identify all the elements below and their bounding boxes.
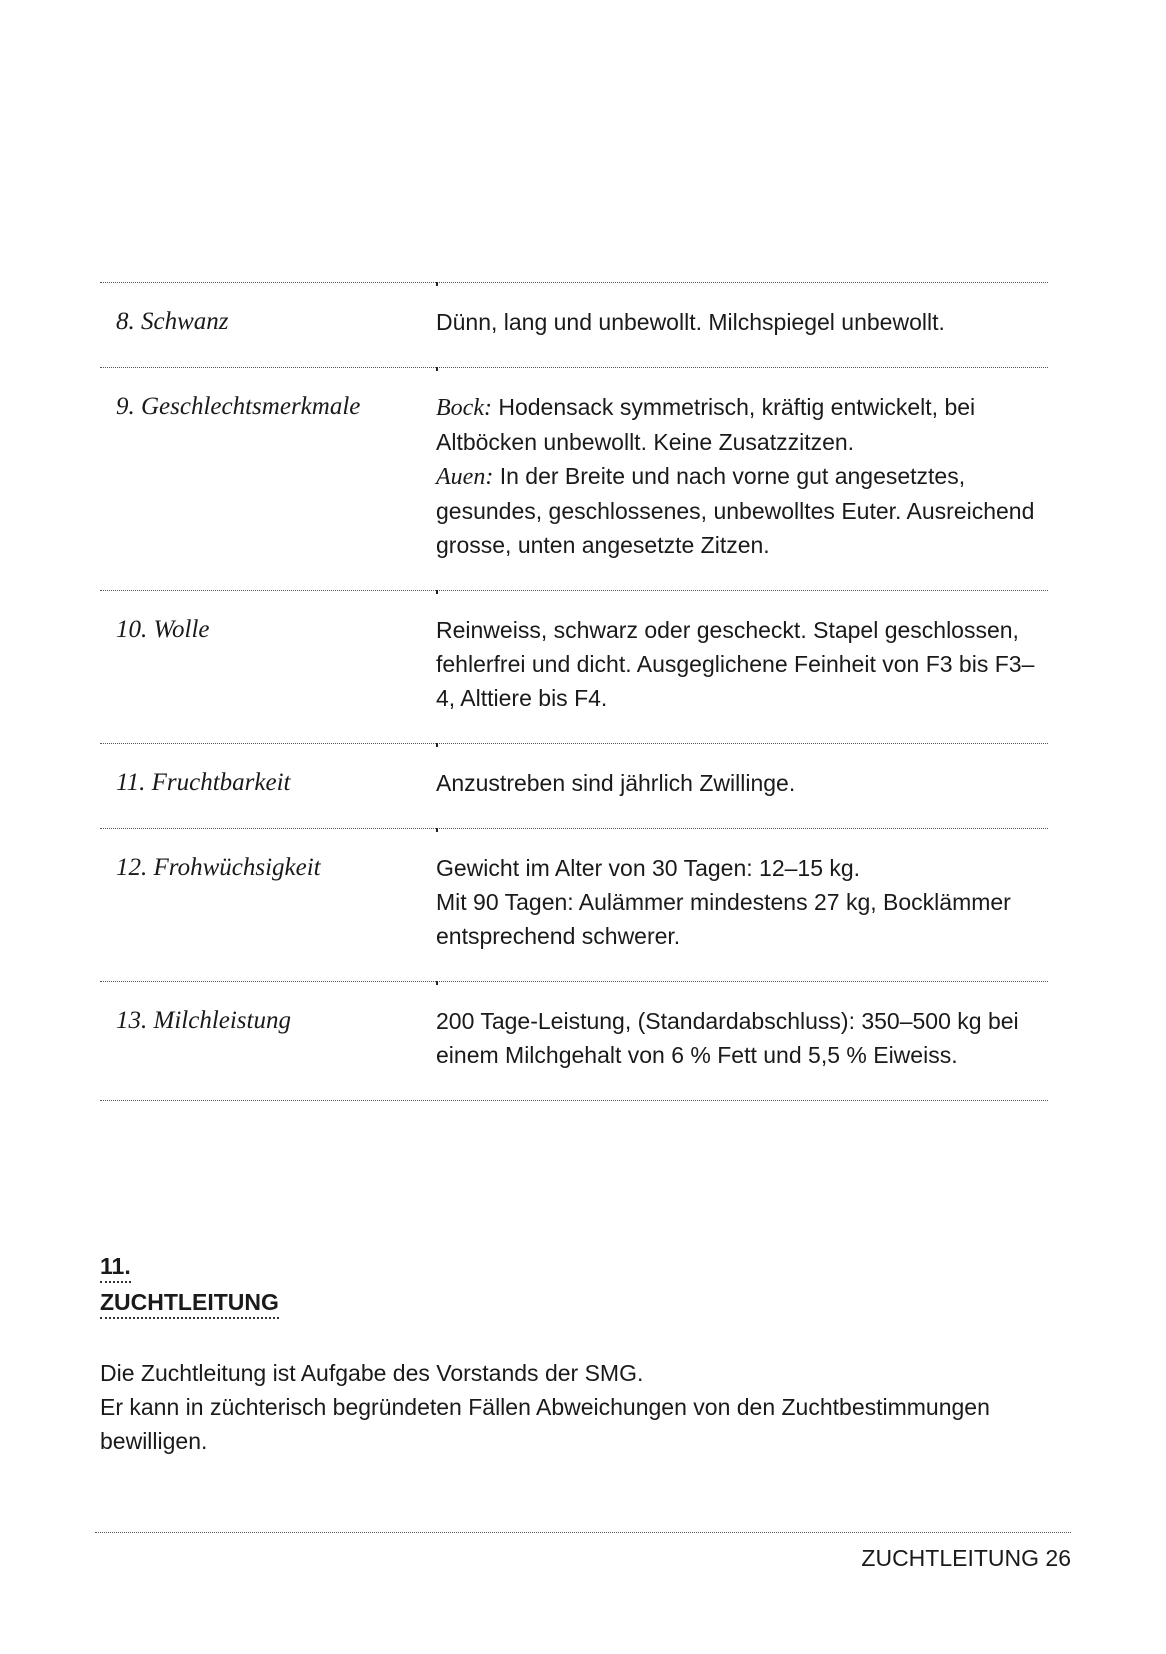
auen-paragraph	[436, 459, 1048, 562]
criteria-label: 9. Geschlechtsmerkmale	[116, 393, 361, 420]
bock-paragraph	[436, 390, 1048, 459]
criteria-description	[436, 851, 1048, 953]
column-divider-tick	[436, 981, 438, 985]
weight-30-days: Gewicht im Alter von 30 Tagen: 12–15 kg.	[436, 855, 861, 881]
bock-label: Bock:	[436, 395, 492, 421]
criteria-row-geschlechtsmerkmale	[100, 367, 1048, 590]
column-divider-tick	[436, 590, 438, 594]
criteria-description: Anzustreben sind jährlich Zwillinge.	[436, 770, 796, 796]
criteria-row-milchleistung	[100, 981, 1048, 1101]
bock-text: Hodensack symmetrisch, kräftig entwickelt, bei Altböcken unbewollt. Keine Zusatzzitzen.	[436, 394, 976, 455]
criteria-description	[436, 390, 1048, 562]
criteria-row-fruchtbarkeit	[100, 743, 1048, 828]
weight-90-days: Mit 90 Tagen: Aulämmer mindestens 27 kg, Bocklämmer entsprechend schwerer.	[436, 889, 1011, 949]
body-paragraph: Die Zuchtleitung ist Aufgabe des Vorstands der SMG.	[100, 1360, 644, 1386]
section-number: 11.	[100, 1252, 131, 1283]
criteria-description: Dünn, lang und unbewollt. Milchspiegel unbewollt.	[436, 309, 945, 335]
column-divider-tick	[436, 743, 438, 747]
criteria-label: 10. Wolle	[116, 616, 210, 643]
criteria-row-wolle	[100, 590, 1048, 743]
auen-label: Auen:	[436, 464, 494, 490]
criteria-row-schwanz	[100, 282, 1048, 367]
criteria-description: 200 Tage-Leistung, (Standardabschluss): 350–500 kg bei einem Milchgehalt von 6 % Fett und 5,5 % Eiweiss.	[436, 1008, 1019, 1068]
section-body	[100, 1356, 1060, 1458]
footer-divider	[95, 1532, 1071, 1533]
column-divider-tick	[436, 282, 438, 286]
criteria-label: 12. Frohwüchsigkeit	[116, 854, 321, 881]
column-divider-tick	[436, 828, 438, 832]
criteria-label: 8. Schwanz	[116, 308, 229, 335]
body-paragraph: Er kann in züchterisch begründeten Fällen Abweichungen von den Zuchtbestimmungen bewilligen.	[100, 1394, 990, 1454]
section-heading: ZUCHTLEITUNG	[100, 1288, 279, 1319]
page-footer: ZUCHTLEITUNG 26	[861, 1545, 1071, 1571]
column-divider-tick	[436, 367, 438, 371]
criteria-description: Reinweiss, schwarz oder gescheckt. Stapel geschlossen, fehlerfrei und dicht. Ausgeglichene Feinheit von F3 bis F3–4, Alttiere bis F4.	[436, 617, 1035, 711]
auen-text: In der Breite und nach vorne gut angesetztes, gesundes, geschlossenes, unbewolltes Euter. Ausreichend grosse, unten angesetzte Zitzen.	[436, 463, 1035, 558]
criteria-label: 13. Milchleistung	[116, 1007, 291, 1034]
criteria-label: 11. Fruchtbarkeit	[116, 769, 291, 796]
breed-criteria-table	[100, 282, 1048, 1101]
criteria-row-frohwuechsigkeit	[100, 828, 1048, 981]
